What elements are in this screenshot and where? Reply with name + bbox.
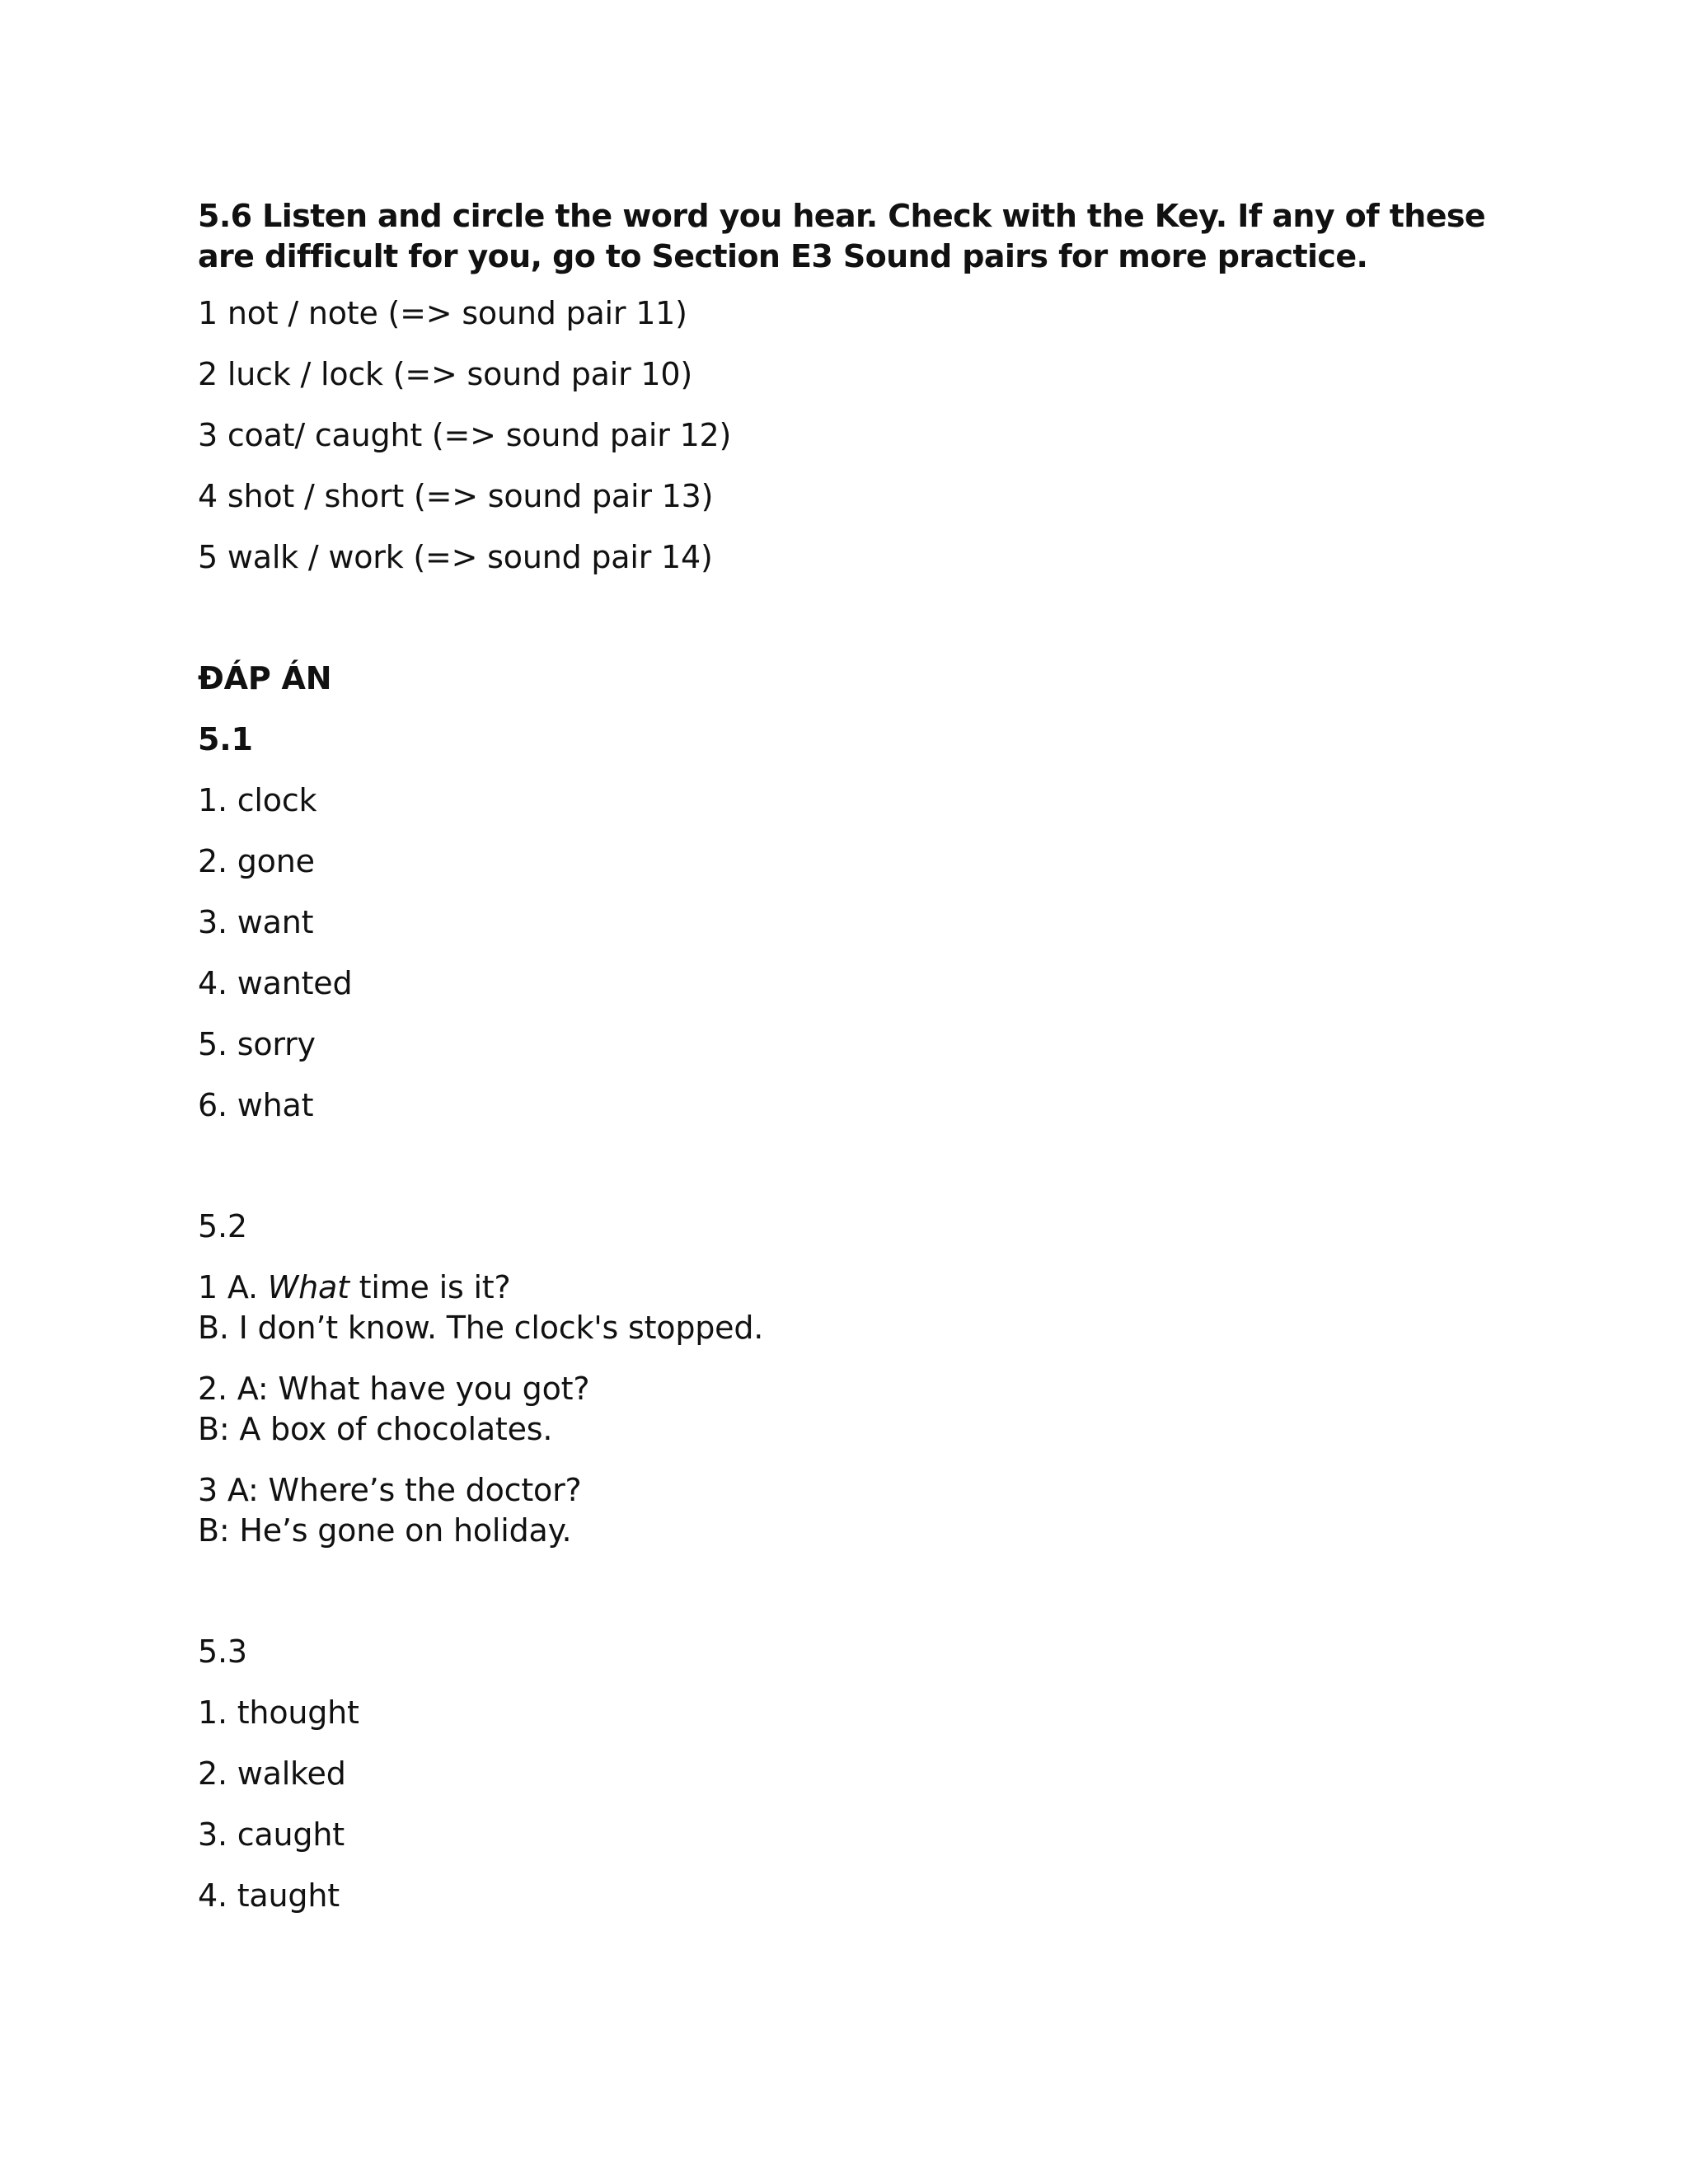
dialogue-3 <box>198 1470 1517 1551</box>
dialogue-line-b: B: A box of chocolates. <box>198 1411 553 1447</box>
dialogue-2 <box>198 1369 1517 1450</box>
section-label-5-2: 5.2 <box>198 1208 247 1244</box>
answers-title: ĐÁP ÁN <box>198 660 332 696</box>
exercise-item: 3 coat/ caught (=> sound pair 12) <box>198 417 732 453</box>
answer-item: 2. walked <box>198 1755 346 1792</box>
exercise-item: 2 luck / lock (=> sound pair 10) <box>198 356 692 392</box>
dialogue-line-a: 3 A: Where’s the doctor? <box>198 1472 582 1508</box>
dialogue-rest: time is it? <box>349 1269 511 1305</box>
answer-item: 4. wanted <box>198 965 353 1001</box>
dialogue-line-b: B. I don’t know. The clock's stopped. <box>198 1310 764 1346</box>
exercise-item: 4 shot / short (=> sound pair 13) <box>198 478 714 514</box>
answer-item: 3. want <box>198 904 314 940</box>
section-label-5-1: 5.1 <box>198 721 253 757</box>
spacer <box>198 1572 1517 1632</box>
exercise-item: 1 not / note (=> sound pair 11) <box>198 295 687 331</box>
exercise-item: 5 walk / work (=> sound pair 14) <box>198 539 713 575</box>
answer-item: 6. what <box>198 1087 314 1123</box>
answer-item: 3. caught <box>198 1816 345 1853</box>
answer-item: 4. taught <box>198 1877 340 1914</box>
dialogue-italic-word: What <box>267 1269 349 1305</box>
answer-item: 2. gone <box>198 843 315 879</box>
dialogue-line-b: B: He’s gone on holiday. <box>198 1512 572 1549</box>
document-body <box>198 196 1517 1937</box>
answer-item: 5. sorry <box>198 1026 316 1062</box>
dialogue-line-a: 2. A: What have you got? <box>198 1371 590 1407</box>
spacer <box>198 598 1517 658</box>
dialogue-line-a <box>198 1268 1517 1308</box>
answer-item: 1. thought <box>198 1694 359 1731</box>
dialogue-prefix: 1 A. <box>198 1269 268 1305</box>
spacer <box>198 1146 1517 1207</box>
dialogue-1 <box>198 1268 1517 1348</box>
exercise-instruction: 5.6 Listen and circle the word you hear. Check with the Key. If any of these are difficult for you, go to Section E3 Sound pairs for more practice. <box>198 198 1486 274</box>
answer-item: 1. clock <box>198 782 317 818</box>
section-label-5-3: 5.3 <box>198 1633 247 1670</box>
